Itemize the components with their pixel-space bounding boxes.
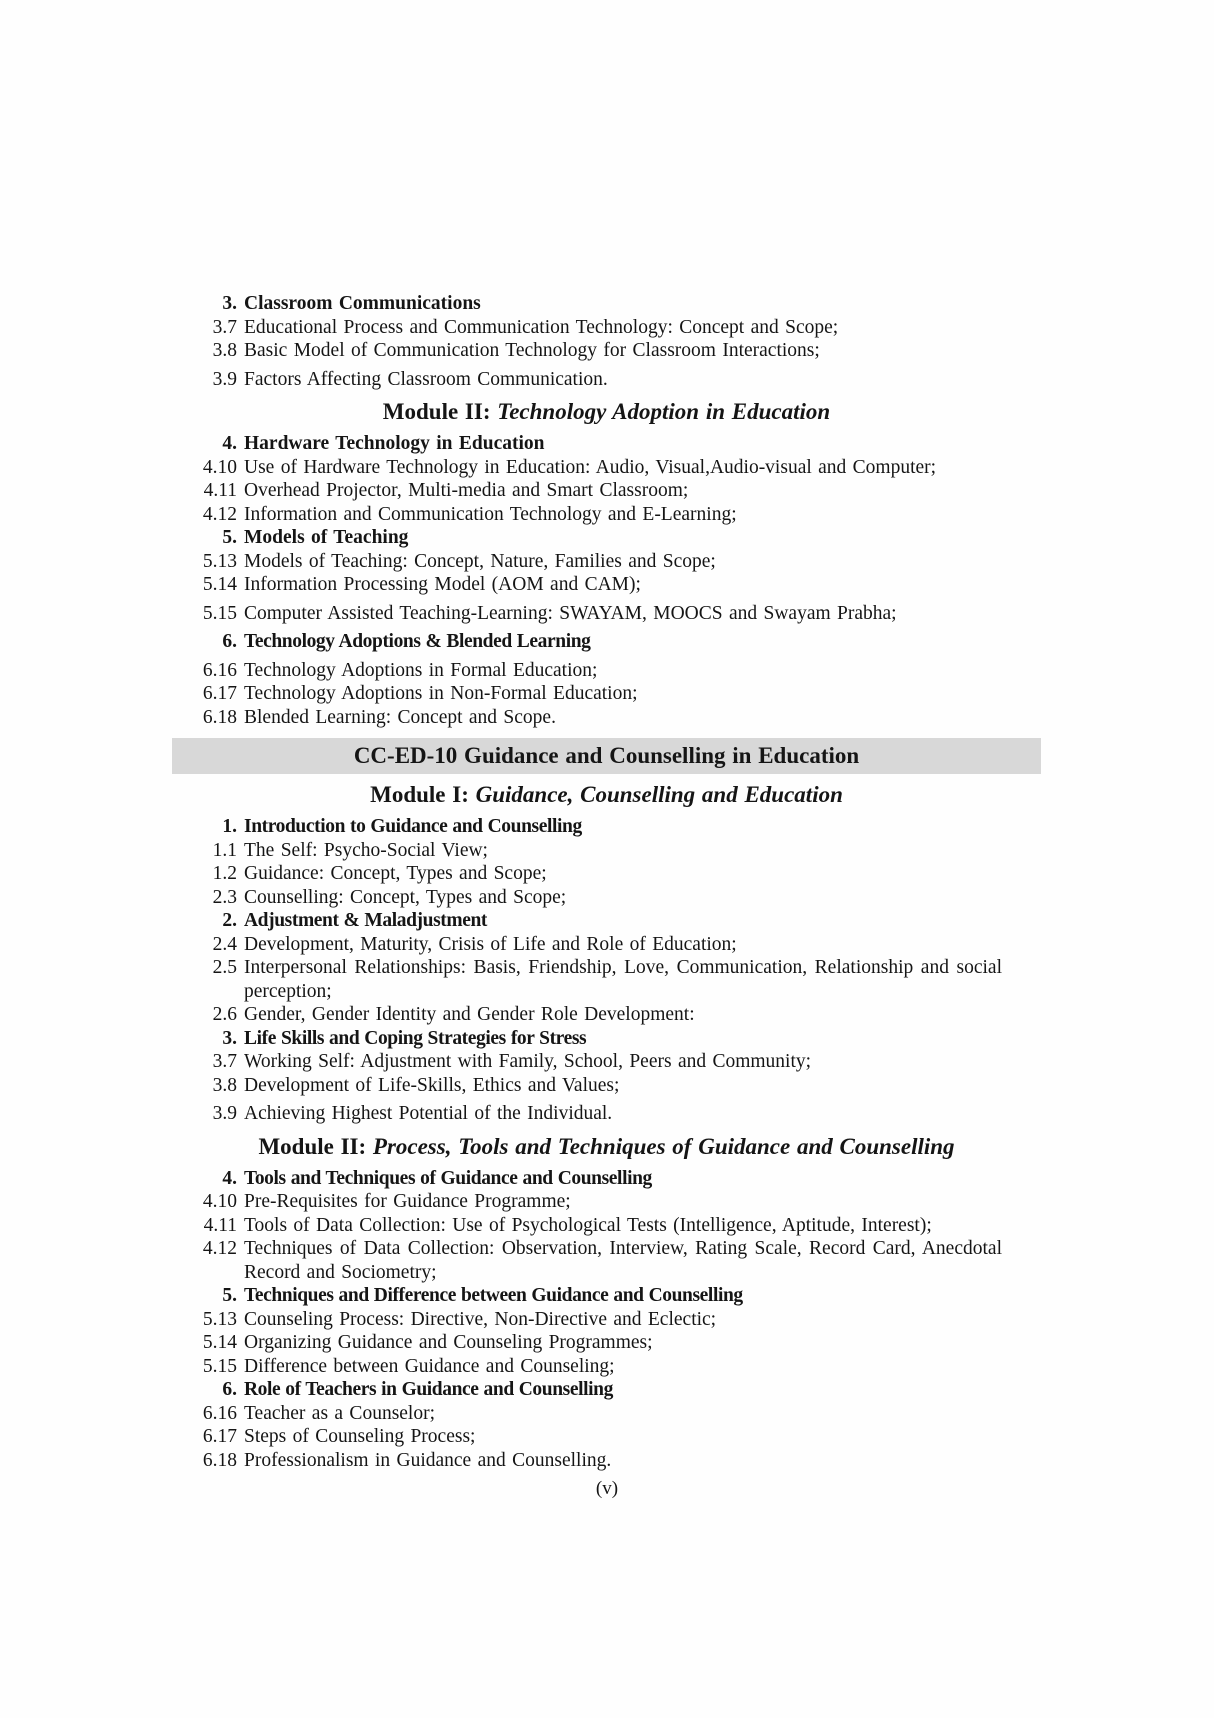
module-label: Module I: — [370, 782, 469, 807]
item-number: 6. — [222, 631, 237, 652]
syllabus-unit-heading — [172, 909, 1041, 933]
syllabus-item — [172, 1050, 1041, 1074]
item-number: 2.4 — [212, 933, 237, 955]
syllabus-item — [172, 316, 1041, 340]
syllabus-item — [172, 1237, 1041, 1284]
item-number: 6. — [222, 1379, 237, 1400]
item-number: 6.16 — [202, 1402, 237, 1424]
syllabus-item — [172, 456, 1041, 480]
item-number: 5.13 — [202, 1308, 237, 1330]
syllabus-item — [172, 368, 1041, 392]
item-number: 2.5 — [212, 957, 237, 978]
syllabus-item — [172, 862, 1041, 886]
item-number: 3.9 — [212, 368, 237, 390]
syllabus-item — [172, 956, 1041, 1003]
item-number: 4. — [222, 1167, 237, 1189]
item-text: Counseling Process: Directive, Non-Directive and Eclectic; — [244, 1308, 717, 1330]
item-number: 5.13 — [202, 550, 237, 572]
item-number: 4.12 — [202, 1238, 237, 1259]
syllabus-unit-heading — [172, 292, 1041, 316]
item-text: Basic Model of Communication Technology for Classroom Interactions; — [244, 340, 820, 361]
item-number: 3. — [222, 1027, 237, 1049]
item-text: Teacher as a Counselor; — [244, 1402, 436, 1424]
item-text: Tools of Data Collection: Use of Psychological Tests (Intelligence, Aptitude, Interest); — [244, 1214, 932, 1236]
module-title: Technology Adoption in Education — [497, 399, 831, 424]
item-text: Factors Affecting Classroom Communication. — [244, 368, 608, 390]
module-heading — [172, 1133, 1041, 1161]
unit-title: Tools and Techniques of Guidance and Counselling — [244, 1167, 652, 1189]
item-text: Development of Life-Skills, Ethics and Values; — [244, 1074, 620, 1096]
syllabus-item — [172, 573, 1041, 597]
item-text: The Self: Psycho-Social View; — [244, 839, 488, 861]
item-text: Difference between Guidance and Counseling; — [244, 1355, 615, 1377]
syllabus-item — [172, 706, 1041, 730]
syllabus-unit-heading — [172, 526, 1041, 550]
item-number: 6.17 — [202, 683, 237, 704]
module-label: Module II: — [258, 1133, 367, 1159]
item-text: Pre-Requisites for Guidance Programme; — [244, 1191, 571, 1212]
module-title: Guidance, Counselling and Education — [475, 782, 843, 807]
syllabus-item — [172, 1190, 1041, 1214]
unit-title: Technology Adoptions & Blended Learning — [244, 631, 591, 652]
course-banner — [172, 738, 1041, 774]
item-text: Technology Adoptions in Formal Education; — [244, 659, 598, 681]
item-text: Educational Process and Communication Technology: Concept and Scope; — [244, 316, 839, 338]
syllabus-item — [172, 339, 1041, 363]
item-number: 1.1 — [212, 839, 237, 861]
syllabus-item — [172, 839, 1041, 863]
item-number: 5.15 — [202, 1355, 237, 1377]
unit-title: Classroom Communications — [244, 293, 481, 314]
item-number: 6.17 — [202, 1426, 237, 1447]
syllabus-unit-heading — [172, 1167, 1041, 1191]
item-number: 3. — [222, 293, 237, 314]
syllabus-item — [172, 503, 1041, 527]
item-text: Professionalism in Guidance and Counselling. — [244, 1449, 612, 1471]
item-text: Counselling: Concept, Types and Scope; — [244, 886, 567, 908]
unit-title: Techniques and Difference between Guidance and Counselling — [244, 1285, 743, 1306]
item-number: 4.11 — [203, 480, 237, 501]
syllabus-item — [172, 479, 1041, 503]
unit-title: Introduction to Guidance and Counselling — [244, 816, 582, 837]
item-text: Models of Teaching: Concept, Nature, Families and Scope; — [244, 550, 716, 572]
item-number: 6.18 — [202, 706, 237, 728]
course-title: CC-ED-10 Guidance and Counselling in Education — [353, 743, 860, 768]
syllabus-item — [172, 602, 1041, 626]
item-number: 6.18 — [202, 1449, 237, 1471]
item-text: Techniques of Data Collection: Observation, Interview, Rating Scale, Record Card, Anecdotal Record and Sociometry; — [244, 1238, 1002, 1283]
syllabus-item — [172, 1425, 1041, 1449]
item-text: Information and Communication Technology and E-Learning; — [244, 503, 737, 525]
item-text: Computer Assisted Teaching-Learning: SWAYAM, MOOCS and Swayam Prabha; — [244, 602, 897, 624]
item-text: Information Processing Model (AOM and CAM); — [244, 574, 641, 595]
syllabus-item — [172, 1308, 1041, 1332]
item-number: 4. — [222, 433, 237, 454]
module-title: Process, Tools and Techniques of Guidance and Counselling — [372, 1133, 955, 1159]
syllabus-item — [172, 886, 1041, 910]
item-number: 3.8 — [212, 340, 237, 361]
syllabus-item — [172, 1331, 1041, 1355]
unit-title: Adjustment & Maladjustment — [244, 910, 488, 931]
syllabus-item — [172, 659, 1041, 683]
item-text: Guidance: Concept, Types and Scope; — [244, 863, 547, 884]
item-text: Development, Maturity, Crisis of Life and Role of Education; — [244, 933, 737, 955]
item-text: Technology Adoptions in Non-Formal Education; — [244, 683, 638, 704]
module-heading — [172, 398, 1041, 426]
syllabus-unit-heading — [172, 1284, 1041, 1308]
module-label: Module II: — [382, 399, 491, 424]
item-number: 3.9 — [212, 1103, 237, 1124]
item-number: 5.14 — [202, 574, 237, 595]
item-number: 3.7 — [212, 316, 237, 338]
syllabus-item — [172, 1402, 1041, 1426]
syllabus-item — [172, 1355, 1041, 1379]
syllabus-unit-heading — [172, 1378, 1041, 1402]
item-number: 3.8 — [212, 1074, 237, 1096]
item-text: Organizing Guidance and Counseling Programmes; — [244, 1332, 653, 1353]
item-text: Gender, Gender Identity and Gender Role Development: — [244, 1004, 695, 1025]
item-text: Interpersonal Relationships: Basis, Friendship, Love, Communication, Relationship and social perception; — [244, 957, 1002, 1002]
syllabus-item — [172, 1074, 1041, 1098]
syllabus-item — [172, 1102, 1041, 1126]
item-text: Working Self: Adjustment with Family, School, Peers and Community; — [244, 1051, 812, 1072]
page-number: (v) — [595, 1478, 619, 1499]
unit-title: Life Skills and Coping Strategies for Stress — [244, 1027, 587, 1049]
item-number: 5. — [222, 1285, 237, 1306]
item-text: Blended Learning: Concept and Scope. — [244, 706, 556, 728]
item-text: Achieving Highest Potential of the Individual. — [244, 1103, 613, 1124]
syllabus-item — [172, 933, 1041, 957]
syllabus-item — [172, 682, 1041, 706]
item-text: Use of Hardware Technology in Education: Audio, Visual,Audio-visual and Computer; — [244, 456, 937, 478]
item-number: 4.10 — [202, 1191, 237, 1212]
syllabus-unit-heading — [172, 432, 1041, 456]
syllabus-item — [172, 1003, 1041, 1027]
item-number: 5.15 — [202, 602, 237, 624]
syllabus-item — [172, 1449, 1041, 1473]
item-number: 4.12 — [202, 503, 237, 525]
item-number: 2. — [222, 910, 237, 931]
syllabus-unit-heading — [172, 630, 1041, 654]
item-number: 3.7 — [212, 1051, 237, 1072]
item-number: 5.14 — [202, 1332, 237, 1353]
item-number: 5. — [222, 527, 237, 548]
unit-title: Hardware Technology in Education — [244, 433, 545, 454]
item-text: Steps of Counseling Process; — [244, 1426, 476, 1447]
item-text: Overhead Projector, Multi-media and Smart Classroom; — [244, 480, 689, 501]
item-number: 1.2 — [212, 863, 237, 884]
item-number: 4.11 — [203, 1214, 237, 1236]
unit-title: Models of Teaching — [244, 527, 409, 548]
item-number: 6.16 — [202, 659, 237, 681]
syllabus-unit-heading — [172, 815, 1041, 839]
item-number: 2.3 — [212, 886, 237, 908]
module-heading — [172, 781, 1041, 809]
syllabus-item — [172, 550, 1041, 574]
item-number: 1. — [222, 816, 237, 837]
unit-title: Role of Teachers in Guidance and Counselling — [244, 1379, 613, 1400]
syllabus-content — [172, 292, 1041, 1472]
item-number: 2.6 — [212, 1004, 237, 1025]
syllabus-item — [172, 1214, 1041, 1238]
syllabus-unit-heading — [172, 1027, 1041, 1051]
item-number: 4.10 — [202, 456, 237, 478]
